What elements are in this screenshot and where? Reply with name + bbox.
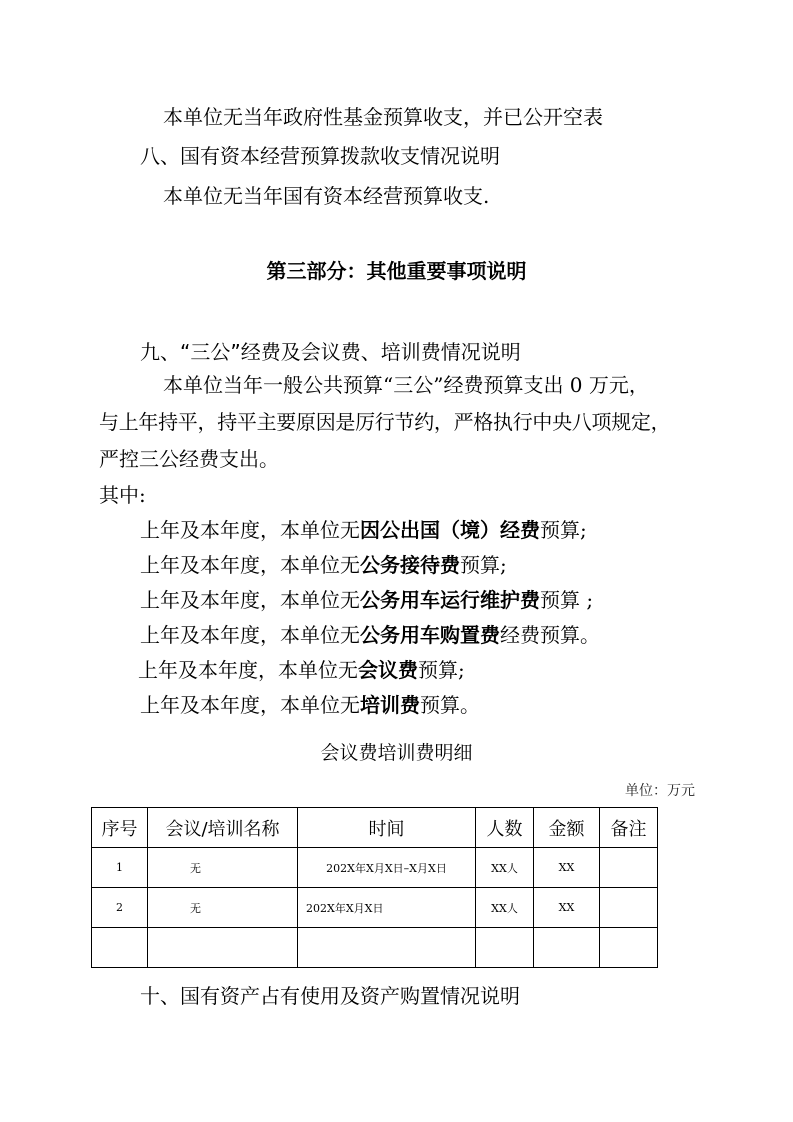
cell-remarks <box>600 888 658 928</box>
cell-serial: 2 <box>92 888 148 928</box>
table-row <box>92 888 658 928</box>
cell-people <box>476 928 534 968</box>
cell-remarks <box>600 928 658 968</box>
header-name: 会议/培训名称 <box>148 808 298 848</box>
list-item: 上年及本年度，本单位无公务用车购置费经费预算。 <box>140 623 600 647</box>
cell-people: XX人 <box>476 848 534 888</box>
header-people: 人数 <box>476 808 534 848</box>
cell-time: 202X年X月X日 <box>298 888 476 928</box>
table-row <box>92 928 658 968</box>
table-title: 会议费培训费明细 <box>320 742 473 764</box>
cell-serial: 1 <box>92 848 148 888</box>
list-item: 上年及本年度，本单位无公务用车运行维护费预算 ; <box>140 588 594 612</box>
unit-label: 单位：万元 <box>625 783 695 799</box>
fund-budget-paragraph: 本单位无当年政府性基金预算收支，并已公开空表 <box>163 105 603 129</box>
header-remarks: 备注 <box>600 808 658 848</box>
list-item: 上年及本年度，本单位无公务接待费预算; <box>140 553 507 577</box>
cell-remarks <box>600 848 658 888</box>
table-header-row <box>92 808 658 848</box>
cell-amount <box>534 928 600 968</box>
list-item: 上年及本年度，本单位无会议费预算; <box>138 658 465 682</box>
section-10-heading: 十、国有资产占有使用及资产购置情况说明 <box>140 984 520 1008</box>
section-9-paragraph-line-3: 严控三公经费支出。 <box>99 447 279 471</box>
section-8-paragraph: 本单位无当年国有资本经营预算收支. <box>163 184 490 208</box>
header-serial: 序号 <box>92 808 148 848</box>
part-3-title: 第三部分：其他重要事项说明 <box>266 259 527 283</box>
table-row <box>92 848 658 888</box>
cell-time <box>298 928 476 968</box>
cell-amount: XX <box>534 848 600 888</box>
section-9-paragraph-line-2: 与上年持平，持平主要原因是厉行节约，严格执行中央八项规定， <box>99 410 671 434</box>
cell-serial <box>92 928 148 968</box>
section-9-paragraph-line-1: 本单位当年一般公共预算“三公”经费预算支出 0 万元， <box>163 373 649 397</box>
meeting-training-fee-table <box>91 807 658 968</box>
cell-name: 无 <box>148 888 298 928</box>
section-9-heading: 九、“三公”经费及会议费、培训费情况说明 <box>140 340 521 364</box>
list-item: 上年及本年度，本单位无培训费预算。 <box>140 693 480 717</box>
header-time: 时间 <box>298 808 476 848</box>
cell-amount: XX <box>534 888 600 928</box>
cell-people: XX人 <box>476 888 534 928</box>
section-8-heading: 八、国有资本经营预算拨款收支情况说明 <box>140 144 500 168</box>
cell-name <box>148 928 298 968</box>
cell-time: 202X年X月X日–X月X日 <box>298 848 476 888</box>
among-label: 其中: <box>99 483 146 507</box>
header-amount: 金额 <box>534 808 600 848</box>
list-item: 上年及本年度，本单位无因公出国（境）经费预算; <box>140 518 587 542</box>
cell-name: 无 <box>148 848 298 888</box>
